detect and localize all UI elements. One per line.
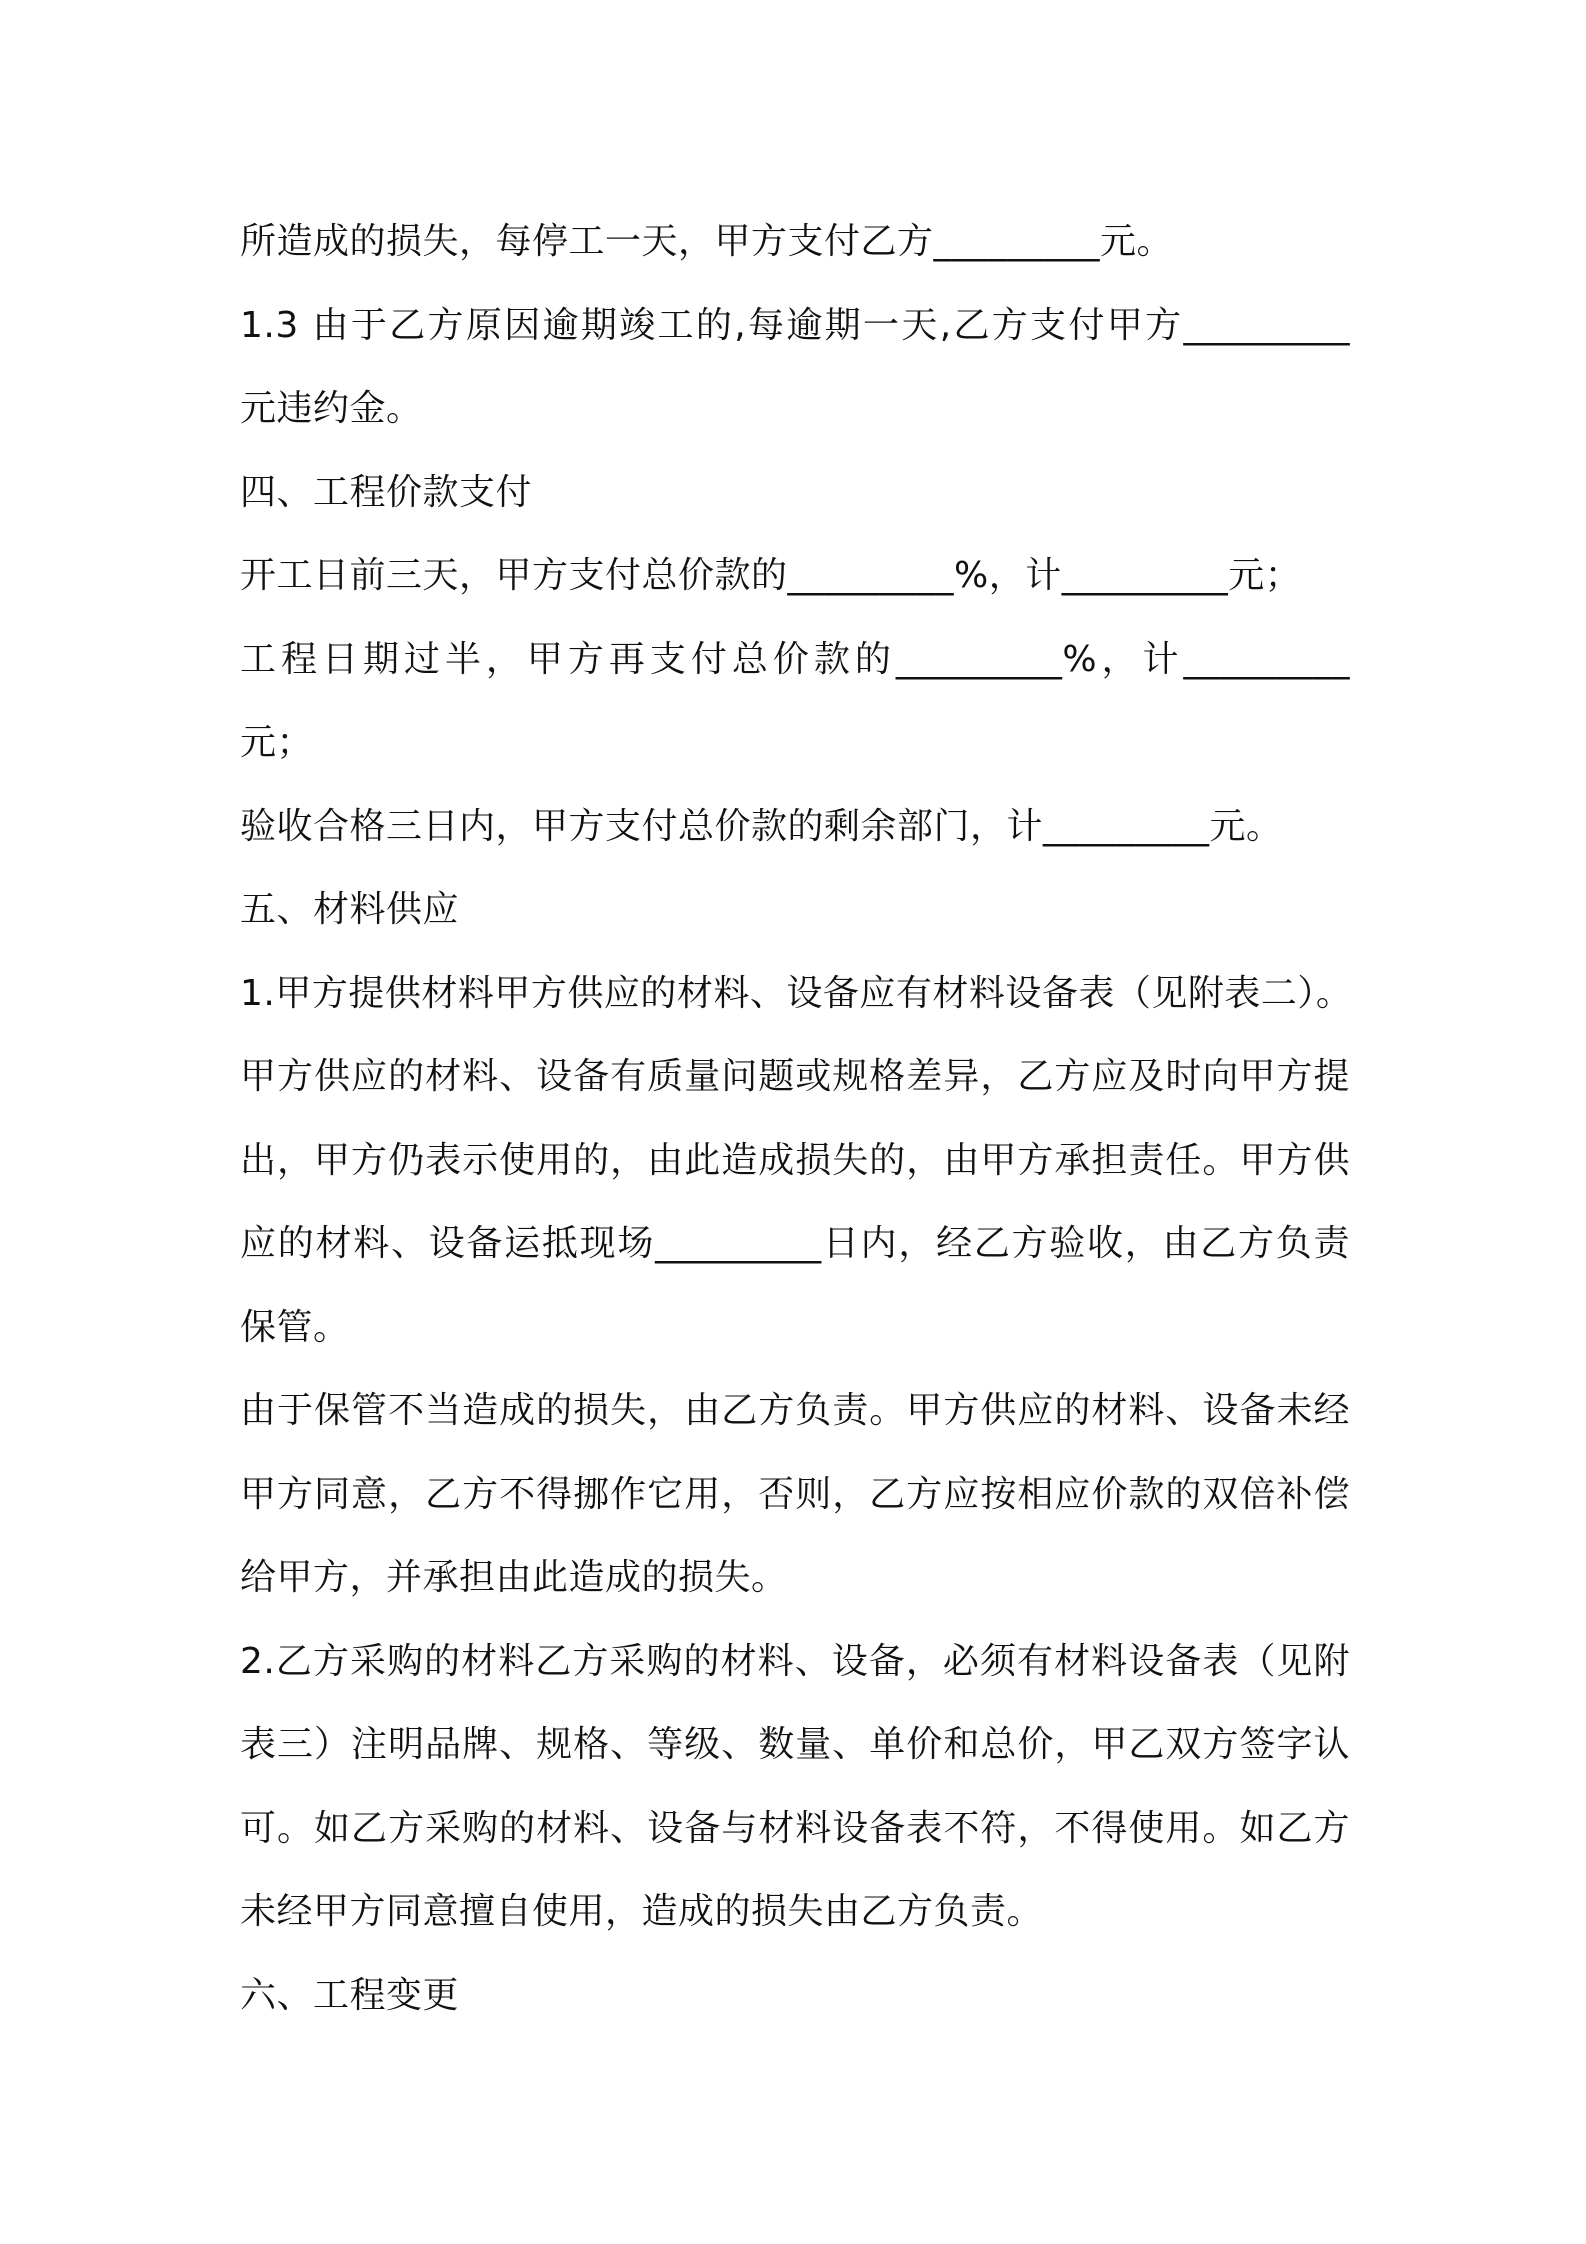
- text-line: 2.乙方采购的材料乙方采购的材料、设备，必须有材料设备表（见附: [240, 1640, 1350, 1682]
- text-line: 出，甲方仍表示使用的，由此造成损失的，由甲方承担责任。甲方供: [240, 1139, 1350, 1181]
- text-line: 保管。: [240, 1306, 350, 1348]
- text-line: 表三）注明品牌、规格、等级、数量、单价和总价，甲乙双方签字认: [240, 1724, 1350, 1765]
- text-line: 元违约金。: [240, 388, 423, 429]
- text-line: 元；: [240, 722, 314, 763]
- text-line: 由于保管不当造成的损失，由乙方负责。甲方供应的材料、设备未经: [240, 1390, 1350, 1431]
- section-heading: 六、工程变更: [240, 1974, 460, 2016]
- text-line: 可。如乙方采购的材料、设备与材料设备表不符，不得使用。如乙方: [240, 1807, 1350, 1849]
- document-body: [240, 200, 1353, 2037]
- text-line: 开工日前三天，甲方支付总价款的_________%，计_________元；: [240, 555, 1302, 596]
- text-line: 甲方同意，乙方不得挪作它用，否则，乙方应按相应价款的双倍补偿: [240, 1473, 1350, 1515]
- text-line: 1.甲方提供材料甲方供应的材料、设备应有材料设备表（见附表二）。: [240, 972, 1353, 1014]
- text-line: 验收合格三日内，甲方支付总价款的剩余部门，计_________元。: [240, 805, 1283, 847]
- text-line: 工程日期过半，甲方再支付总价款的_________%，计_________: [240, 638, 1350, 680]
- text-line: 应的材料、设备运抵现场_________日内，经乙方验收，由乙方负责: [240, 1223, 1350, 1264]
- text-line: 未经甲方同意擅自使用，造成的损失由乙方负责。: [240, 1891, 1044, 1932]
- text-line: 给甲方，并承担由此造成的损失。: [240, 1557, 788, 1598]
- text-line: 1.3 由于乙方原因逾期竣工的,每逾期一天,乙方支付甲方_________: [240, 304, 1350, 346]
- section-heading: 四、工程价款支付: [240, 471, 533, 513]
- section-heading: 五、材料供应: [240, 889, 460, 930]
- text-line: 所造成的损失，每停工一天，甲方支付乙方_________元。: [240, 221, 1174, 262]
- text-line: 甲方供应的材料、设备有质量问题或规格差异，乙方应及时向甲方提: [240, 1056, 1350, 1097]
